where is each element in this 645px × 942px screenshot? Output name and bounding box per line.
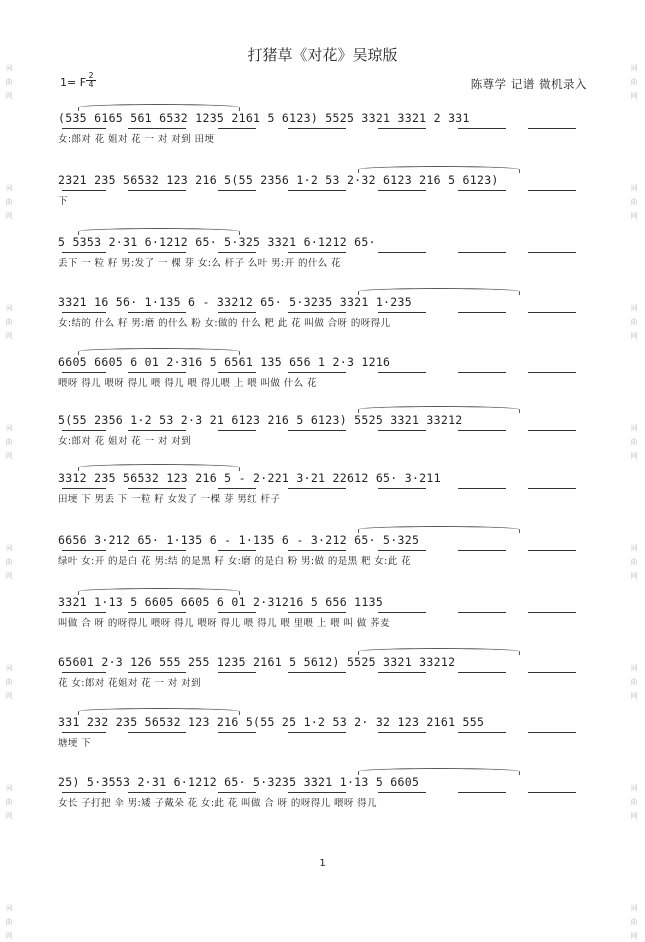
watermark-char: 曲 xyxy=(5,558,13,566)
beam-line xyxy=(528,128,576,129)
watermark-right-column xyxy=(627,0,641,940)
beam-line xyxy=(528,550,576,551)
beam-line xyxy=(378,550,426,551)
lyric-line: 女长 子打把 伞 男:矮 子戴朵 花 女:此 花 叫做 合 呀 的呀得儿 喂呀 得儿 xyxy=(58,798,377,809)
beam-line xyxy=(128,372,186,373)
beam-line xyxy=(62,732,106,733)
beam-line xyxy=(62,372,106,373)
slur-mark xyxy=(358,166,520,173)
beam-line xyxy=(458,732,506,733)
beam-line xyxy=(62,672,106,673)
beam-line xyxy=(218,312,256,313)
beam-line xyxy=(458,430,506,431)
watermark-char: 网 xyxy=(630,92,638,100)
watermark-char: 词 xyxy=(5,784,13,792)
watermark-char: 网 xyxy=(5,92,13,100)
beam-line xyxy=(62,550,106,551)
lyric-line: 田埂 下 男丢 下 一粒 籽 女发了 一棵 芽 男红 杆子 xyxy=(58,494,281,505)
watermark-char: 词 xyxy=(5,424,13,432)
beam-line xyxy=(458,612,506,613)
score-row xyxy=(58,410,593,462)
beam-line xyxy=(128,612,186,613)
watermark-char: 词 xyxy=(630,424,638,432)
score-row xyxy=(58,108,593,160)
lyric-line: 花 女:郎对 花姐对 花 一 对 对到 xyxy=(58,678,201,689)
beam-line xyxy=(378,612,426,613)
beam-line xyxy=(458,672,506,673)
lyric-line: 绿叶 女:开 的是白 花 男:结 的是黑 籽 女:磨 的是白 粉 男:做 的是黑 粑 女:此 花 xyxy=(58,556,411,567)
watermark-char: 词 xyxy=(630,184,638,192)
slur-mark xyxy=(78,228,240,235)
beam-line xyxy=(378,128,426,129)
lyric-line: 塘埂 下 xyxy=(58,738,92,749)
score-row xyxy=(58,170,593,222)
notation-line: 3321 1·13 5 6605 6605 6 01 2·31216 5 656 1135 xyxy=(58,595,384,609)
score-row xyxy=(58,468,593,520)
lyric-line: 女:郎对 花 姐对 花 一 对 对到 田埂 xyxy=(58,134,215,145)
watermark-char: 词 xyxy=(5,184,13,192)
watermark-char: 曲 xyxy=(630,558,638,566)
notation-line: 6656 3·212 65· 1·135 6 - 1·135 6 - 3·212 65· 5·325 xyxy=(58,533,420,547)
beam-line xyxy=(378,190,426,191)
meter-bottom: 4 xyxy=(88,80,94,89)
watermark-char: 词 xyxy=(630,664,638,672)
beam-line xyxy=(288,252,346,253)
watermark-char: 网 xyxy=(5,452,13,460)
slur-mark xyxy=(78,588,240,595)
watermark-char: 曲 xyxy=(630,438,638,446)
beam-line xyxy=(458,252,506,253)
watermark-left-column xyxy=(2,0,16,940)
beam-line xyxy=(128,672,186,673)
key-signature: 1= F xyxy=(60,76,87,89)
beam-line xyxy=(458,190,506,191)
time-signature xyxy=(86,72,96,89)
watermark-char: 曲 xyxy=(5,438,13,446)
beam-line xyxy=(128,792,186,793)
watermark-char: 网 xyxy=(5,812,13,820)
watermark-char: 网 xyxy=(630,932,638,940)
score-row xyxy=(58,292,593,344)
beam-line xyxy=(218,372,256,373)
beam-line xyxy=(128,732,186,733)
slur-mark xyxy=(78,464,240,471)
lyric-line: 丢下 一 粒 籽 男:发了 一 棵 芽 女:么 杆子 么叶 男:开 的什么 花 xyxy=(58,258,341,269)
watermark-char: 曲 xyxy=(5,798,13,806)
notation-line: 6605 6605 6 01 2·316 5 6561 135 656 1 2·3 1216 xyxy=(58,355,391,369)
beam-line xyxy=(458,488,506,489)
watermark-char: 曲 xyxy=(630,198,638,206)
watermark-char: 网 xyxy=(5,692,13,700)
beam-line xyxy=(458,550,506,551)
watermark-char: 词 xyxy=(5,904,13,912)
watermark-char: 曲 xyxy=(630,318,638,326)
beam-line xyxy=(128,488,186,489)
beam-line xyxy=(218,252,256,253)
watermark-char: 曲 xyxy=(630,798,638,806)
beam-line xyxy=(288,128,346,129)
score-row xyxy=(58,352,593,404)
notation-line: 65601 2·3 126 555 255 1235 2161 5 5612) 5525 3321 33212 xyxy=(58,655,456,669)
beam-line xyxy=(62,128,106,129)
score-row xyxy=(58,530,593,582)
meter-top: 2 xyxy=(88,71,94,80)
watermark-char: 曲 xyxy=(630,78,638,86)
beam-line xyxy=(288,430,346,431)
score-row xyxy=(58,712,593,764)
page-number: 1 xyxy=(319,858,326,869)
beam-line xyxy=(288,488,346,489)
beam-line xyxy=(62,488,106,489)
beam-line xyxy=(128,252,186,253)
watermark-char: 网 xyxy=(630,812,638,820)
slur-mark xyxy=(358,768,520,775)
beam-line xyxy=(218,672,256,673)
beam-line xyxy=(528,430,576,431)
beam-line xyxy=(378,430,426,431)
beam-line xyxy=(218,792,256,793)
beam-line xyxy=(128,430,186,431)
watermark-char: 词 xyxy=(630,64,638,72)
beam-line xyxy=(528,612,576,613)
beam-line xyxy=(378,252,426,253)
watermark-char: 网 xyxy=(5,572,13,580)
notation-line: (535 6165 561 6532 1235 2161 5 6123) 5525 3321 3321 2 331 xyxy=(58,111,470,125)
slur-mark xyxy=(358,648,520,655)
beam-line xyxy=(528,792,576,793)
beam-line xyxy=(528,190,576,191)
beam-line xyxy=(62,190,106,191)
watermark-char: 词 xyxy=(5,304,13,312)
watermark-char: 网 xyxy=(630,692,638,700)
watermark-char: 曲 xyxy=(5,678,13,686)
slur-mark xyxy=(358,406,520,413)
beam-line xyxy=(528,488,576,489)
score-row xyxy=(58,232,593,284)
lyric-line: 女:郎对 花 姐对 花 一 对 对到 xyxy=(58,436,192,447)
watermark-char: 曲 xyxy=(5,918,13,926)
slur-mark xyxy=(78,348,240,355)
beam-line xyxy=(458,128,506,129)
beam-line xyxy=(378,312,426,313)
beam-line xyxy=(288,190,346,191)
lyric-line: 喂呀 得儿 喂呀 得儿 喂 得儿 喂 得儿喂 上 喂 叫做 什么 花 xyxy=(58,378,317,389)
beam-line xyxy=(128,190,186,191)
transcriber-credit: 陈尊学 记谱 微机录入 xyxy=(470,77,587,91)
watermark-char: 词 xyxy=(630,544,638,552)
watermark-char: 词 xyxy=(630,784,638,792)
lyric-line: 下 xyxy=(58,196,68,207)
beam-line xyxy=(218,732,256,733)
score-row xyxy=(58,592,593,644)
watermark-char: 词 xyxy=(5,544,13,552)
notation-line: 2321 235 56532 123 216 5(55 2356 1·2 53 2·32 6123 216 5 6123) xyxy=(58,173,499,187)
slur-mark xyxy=(78,708,240,715)
score-title: 打猪草《对花》吴琼版 xyxy=(247,46,398,64)
watermark-char: 词 xyxy=(630,304,638,312)
beam-line xyxy=(528,732,576,733)
beam-line xyxy=(62,312,106,313)
watermark-char: 网 xyxy=(5,932,13,940)
beam-line xyxy=(288,672,346,673)
watermark-char: 网 xyxy=(630,452,638,460)
slur-mark xyxy=(78,104,240,111)
lyric-line: 叫做 合 呀 的呀得儿 喂呀 得儿 喂呀 得儿 喂 得儿 喂 里喂 上 喂 叫 做 荞麦 xyxy=(58,618,390,629)
notation-line: 331 232 235 56532 123 216 5(55 25 1·2 53 2· 32 123 2161 555 xyxy=(58,715,485,729)
watermark-char: 词 xyxy=(630,904,638,912)
beam-line xyxy=(378,488,426,489)
watermark-char: 曲 xyxy=(5,78,13,86)
watermark-char: 网 xyxy=(5,212,13,220)
slur-mark xyxy=(358,526,520,533)
beam-line xyxy=(218,550,256,551)
beam-line xyxy=(288,612,346,613)
watermark-char: 曲 xyxy=(630,918,638,926)
watermark-char: 曲 xyxy=(5,318,13,326)
beam-line xyxy=(378,732,426,733)
watermark-char: 网 xyxy=(630,332,638,340)
watermark-char: 词 xyxy=(5,664,13,672)
beam-line xyxy=(218,128,256,129)
beam-line xyxy=(128,550,186,551)
beam-line xyxy=(458,792,506,793)
watermark-char: 曲 xyxy=(5,198,13,206)
score-row xyxy=(58,772,593,824)
beam-line xyxy=(218,488,256,489)
notation-line: 3321 16 56· 1·135 6 - 33212 65· 5·3235 3321 1·235 xyxy=(58,295,412,309)
beam-line xyxy=(528,672,576,673)
notation-line: 5(55 2356 1·2 53 2·3 21 6123 216 5 6123) 5525 3321 33212 xyxy=(58,413,463,427)
watermark-char: 网 xyxy=(5,332,13,340)
beam-line xyxy=(288,732,346,733)
beam-line xyxy=(288,372,346,373)
watermark-char: 曲 xyxy=(630,678,638,686)
beam-line xyxy=(288,792,346,793)
notation-line: 3312 235 56532 123 216 5 - 2·221 3·21 22612 65· 3·211 xyxy=(58,471,441,485)
beam-line xyxy=(62,612,106,613)
notation-line: 25) 5·3553 2·31 6·1212 65· 5·3235 3321 1·13 5 6605 xyxy=(58,775,420,789)
beam-line xyxy=(378,372,426,373)
notation-line: 5 5353 2·31 6·1212 65· 5·325 3321 6·1212 65· xyxy=(58,235,376,249)
beam-line xyxy=(288,550,346,551)
beam-line xyxy=(128,312,186,313)
watermark-char: 网 xyxy=(630,572,638,580)
beam-line xyxy=(218,430,256,431)
slur-mark xyxy=(358,288,520,295)
beam-line xyxy=(128,128,186,129)
beam-line xyxy=(378,792,426,793)
score-row xyxy=(58,652,593,704)
beam-line xyxy=(62,792,106,793)
beam-line xyxy=(458,312,506,313)
beam-line xyxy=(528,252,576,253)
beam-line xyxy=(458,372,506,373)
beam-line xyxy=(378,672,426,673)
watermark-char: 网 xyxy=(630,212,638,220)
beam-line xyxy=(62,252,106,253)
beam-line xyxy=(288,312,346,313)
beam-line xyxy=(62,430,106,431)
watermark-char: 词 xyxy=(5,64,13,72)
beam-line xyxy=(528,312,576,313)
lyric-line: 女:结的 什么 籽 男:磨 的什么 粉 女:做的 什么 粑 此 花 叫做 合呀 的呀得儿 xyxy=(58,318,391,329)
beam-line xyxy=(218,190,256,191)
beam-line xyxy=(218,612,256,613)
beam-line xyxy=(528,372,576,373)
